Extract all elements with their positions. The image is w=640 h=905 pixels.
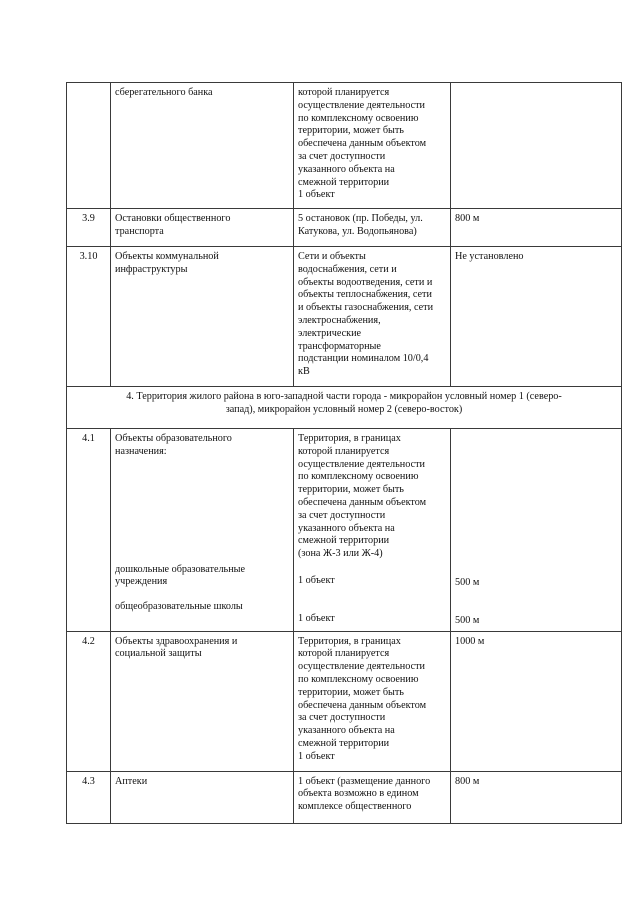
- object-distance: Не установлено: [451, 247, 622, 387]
- object-distance: [451, 83, 622, 209]
- object-name: Объекты здравоохранения и социальной защиты: [111, 631, 294, 771]
- table-row: [67, 631, 622, 771]
- object-description: Сети и объекты водоснабжения, сети и объекты водоотведения, сети и объекты теплоснабжения, сети и объекты газоснабжения, сети электроснабжения, электрические трансформаторные подстанции номиналом 10/0,4 кВ: [294, 247, 451, 387]
- sub-item-distance: 500 м: [455, 614, 480, 626]
- sub-item-description: 1 объект: [298, 612, 335, 624]
- object-distance: [451, 429, 622, 632]
- sub-item-name: общеобразовательные школы: [115, 601, 243, 613]
- object-name: Аптеки: [111, 771, 294, 823]
- object-description: которой планируется осуществление деятельности по комплексному освоению территории, может быть обеспечена данным объектом за счет доступности указанного объекта на смежной территории 1 объект: [294, 83, 451, 209]
- row-number: 3.9: [67, 209, 111, 247]
- object-description-main: Территория, в границах которой планируется осуществление деятельности по комплексному освоению территории, может быть обеспечена данным объектом за счет доступности указанного объекта на смежной территории (зона Ж-3 или Ж-4): [298, 433, 427, 560]
- table-row: [67, 209, 622, 247]
- row-number: 4.2: [67, 631, 111, 771]
- section-title: 4. Территория жилого района в юго-западной части города - микрорайон условный номер 1 (северо- запад), микрорайон условный номер 2 (северо-восток): [67, 387, 622, 429]
- object-description: [294, 429, 451, 632]
- object-description: 1 объект (размещение данного объекта возможно в едином комплексе общественного: [294, 771, 451, 823]
- object-name-main: Объекты образовательного назначения:: [115, 433, 232, 457]
- sub-item-description: 1 объект: [298, 574, 335, 586]
- object-name: Объекты коммунальной инфраструктуры: [111, 247, 294, 387]
- object-name: Остановки общественного транспорта: [111, 209, 294, 247]
- requirements-table: [66, 82, 622, 824]
- table-row: [67, 83, 622, 209]
- row-number: 4.3: [67, 771, 111, 823]
- object-description: 5 остановок (пр. Победы, ул. Катукова, ул. Водопьянова): [294, 209, 451, 247]
- object-name: [111, 429, 294, 632]
- table-row: [67, 429, 622, 632]
- row-number: 3.10: [67, 247, 111, 387]
- object-distance: 800 м: [451, 771, 622, 823]
- sub-item-name: дошкольные образовательные учреждения: [115, 563, 246, 588]
- object-description: Территория, в границах которой планируется осуществление деятельности по комплексному освоению территории, может быть обеспечена данным объектом за счет доступности указанного объекта на смежной территории 1 объект: [294, 631, 451, 771]
- table-row: [67, 247, 622, 387]
- object-name: сберегательного банка: [111, 83, 294, 209]
- table-row: [67, 771, 622, 823]
- row-number: 4.1: [67, 429, 111, 632]
- row-number: [67, 83, 111, 209]
- sub-item-distance: 500 м: [455, 577, 480, 588]
- object-distance: 1000 м: [451, 631, 622, 771]
- section-header-row: [67, 387, 622, 429]
- object-distance: 800 м: [451, 209, 622, 247]
